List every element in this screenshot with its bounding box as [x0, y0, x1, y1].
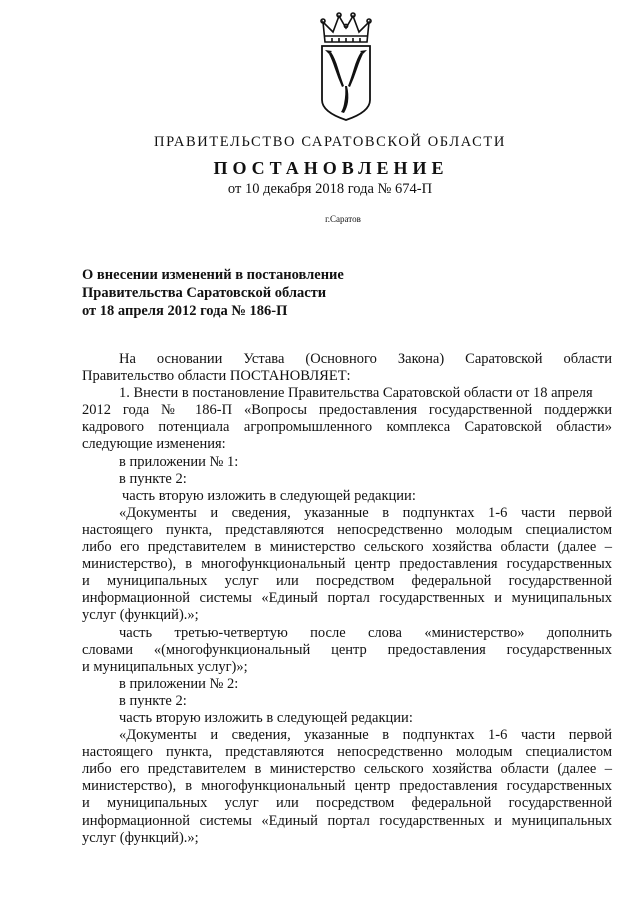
body-line: часть вторую изложить в следующей редакции:	[122, 487, 416, 504]
body-line: и муниципальных услуг или посредством федеральной государственной	[82, 795, 612, 812]
body-line: в приложении № 2:	[119, 675, 239, 692]
body-line: На основании Устава (Основного Закона) Саратовской области	[119, 351, 612, 367]
body-line: словами «(многофункциональный центр предоставления государственных	[82, 641, 612, 658]
body-line: часть вторую изложить в следующей редакции:	[119, 709, 413, 726]
body-line: услуг (функций).»;	[82, 829, 199, 846]
body-line: «Документы и сведения, указанные в подпунктах 1-6 части первой	[119, 727, 612, 744]
body-line: информационной системы «Единый портал государственных и муниципальных	[82, 812, 612, 829]
document-type: ПОСТАНОВЛЕНИЕ	[213, 158, 449, 178]
body-line: следующие изменения:	[82, 436, 226, 453]
body-line: информационной системы «Единый портал государственных и муниципальных	[82, 590, 612, 607]
subject-line: Правительства Саратовской области	[82, 285, 327, 301]
body-line: в пункте 2:	[119, 692, 187, 709]
body-line: услуг (функций).»;	[82, 607, 199, 624]
body-line: 2012 года № 186-П «Вопросы предоставления государственной поддержки	[82, 402, 612, 419]
body-line: министерство), в многофункциональный центр предоставления государственных	[82, 778, 612, 795]
body-line: в пункте 2:	[119, 470, 187, 487]
body-line: настоящего пункта, представляются непосредственно молодым специалистом	[82, 521, 612, 538]
subject-line: от 18 апреля 2012 года № 186-П	[82, 303, 288, 319]
body-line: 1. Внести в постановление Правительства Саратовской области от 18 апреля	[119, 385, 593, 402]
body-line: часть третью-четвертую после слова «министерство» дополнить	[119, 624, 612, 641]
body-line: кадрового потенциала агропромышленного комплекса Саратовской области»	[82, 419, 612, 436]
document-body	[82, 351, 612, 847]
body-line: Правительство области ПОСТАНОВЛЯЕТ:	[82, 368, 351, 385]
body-line: либо его представителем в министерство сельского хозяйства области (далее –	[82, 761, 612, 778]
body-line: в приложении № 1:	[119, 453, 239, 470]
organization-name: ПРАВИТЕЛЬСТВО САРАТОВСКОЙ ОБЛАСТИ	[154, 134, 506, 150]
document-subject	[82, 266, 462, 320]
body-line: и муниципальных услуг)»;	[82, 658, 248, 675]
body-line: министерство), в многофункциональный центр предоставления государственных	[82, 556, 612, 573]
body-line: «Документы и сведения, указанные в подпунктах 1-6 части первой	[119, 504, 612, 521]
coat-of-arms-icon	[317, 12, 375, 122]
body-line: либо его представителем в министерство сельского хозяйства области (далее –	[82, 539, 612, 556]
city-name: г.Саратов	[325, 214, 361, 224]
body-line: и муниципальных услуг или посредством федеральной государственной	[82, 573, 612, 590]
subject-line: О внесении изменений в постановление	[82, 267, 344, 283]
body-line: настоящего пункта, представляются непосредственно молодым специалистом	[82, 744, 612, 761]
document-date-number: от 10 декабря 2018 года № 674-П	[227, 181, 433, 197]
